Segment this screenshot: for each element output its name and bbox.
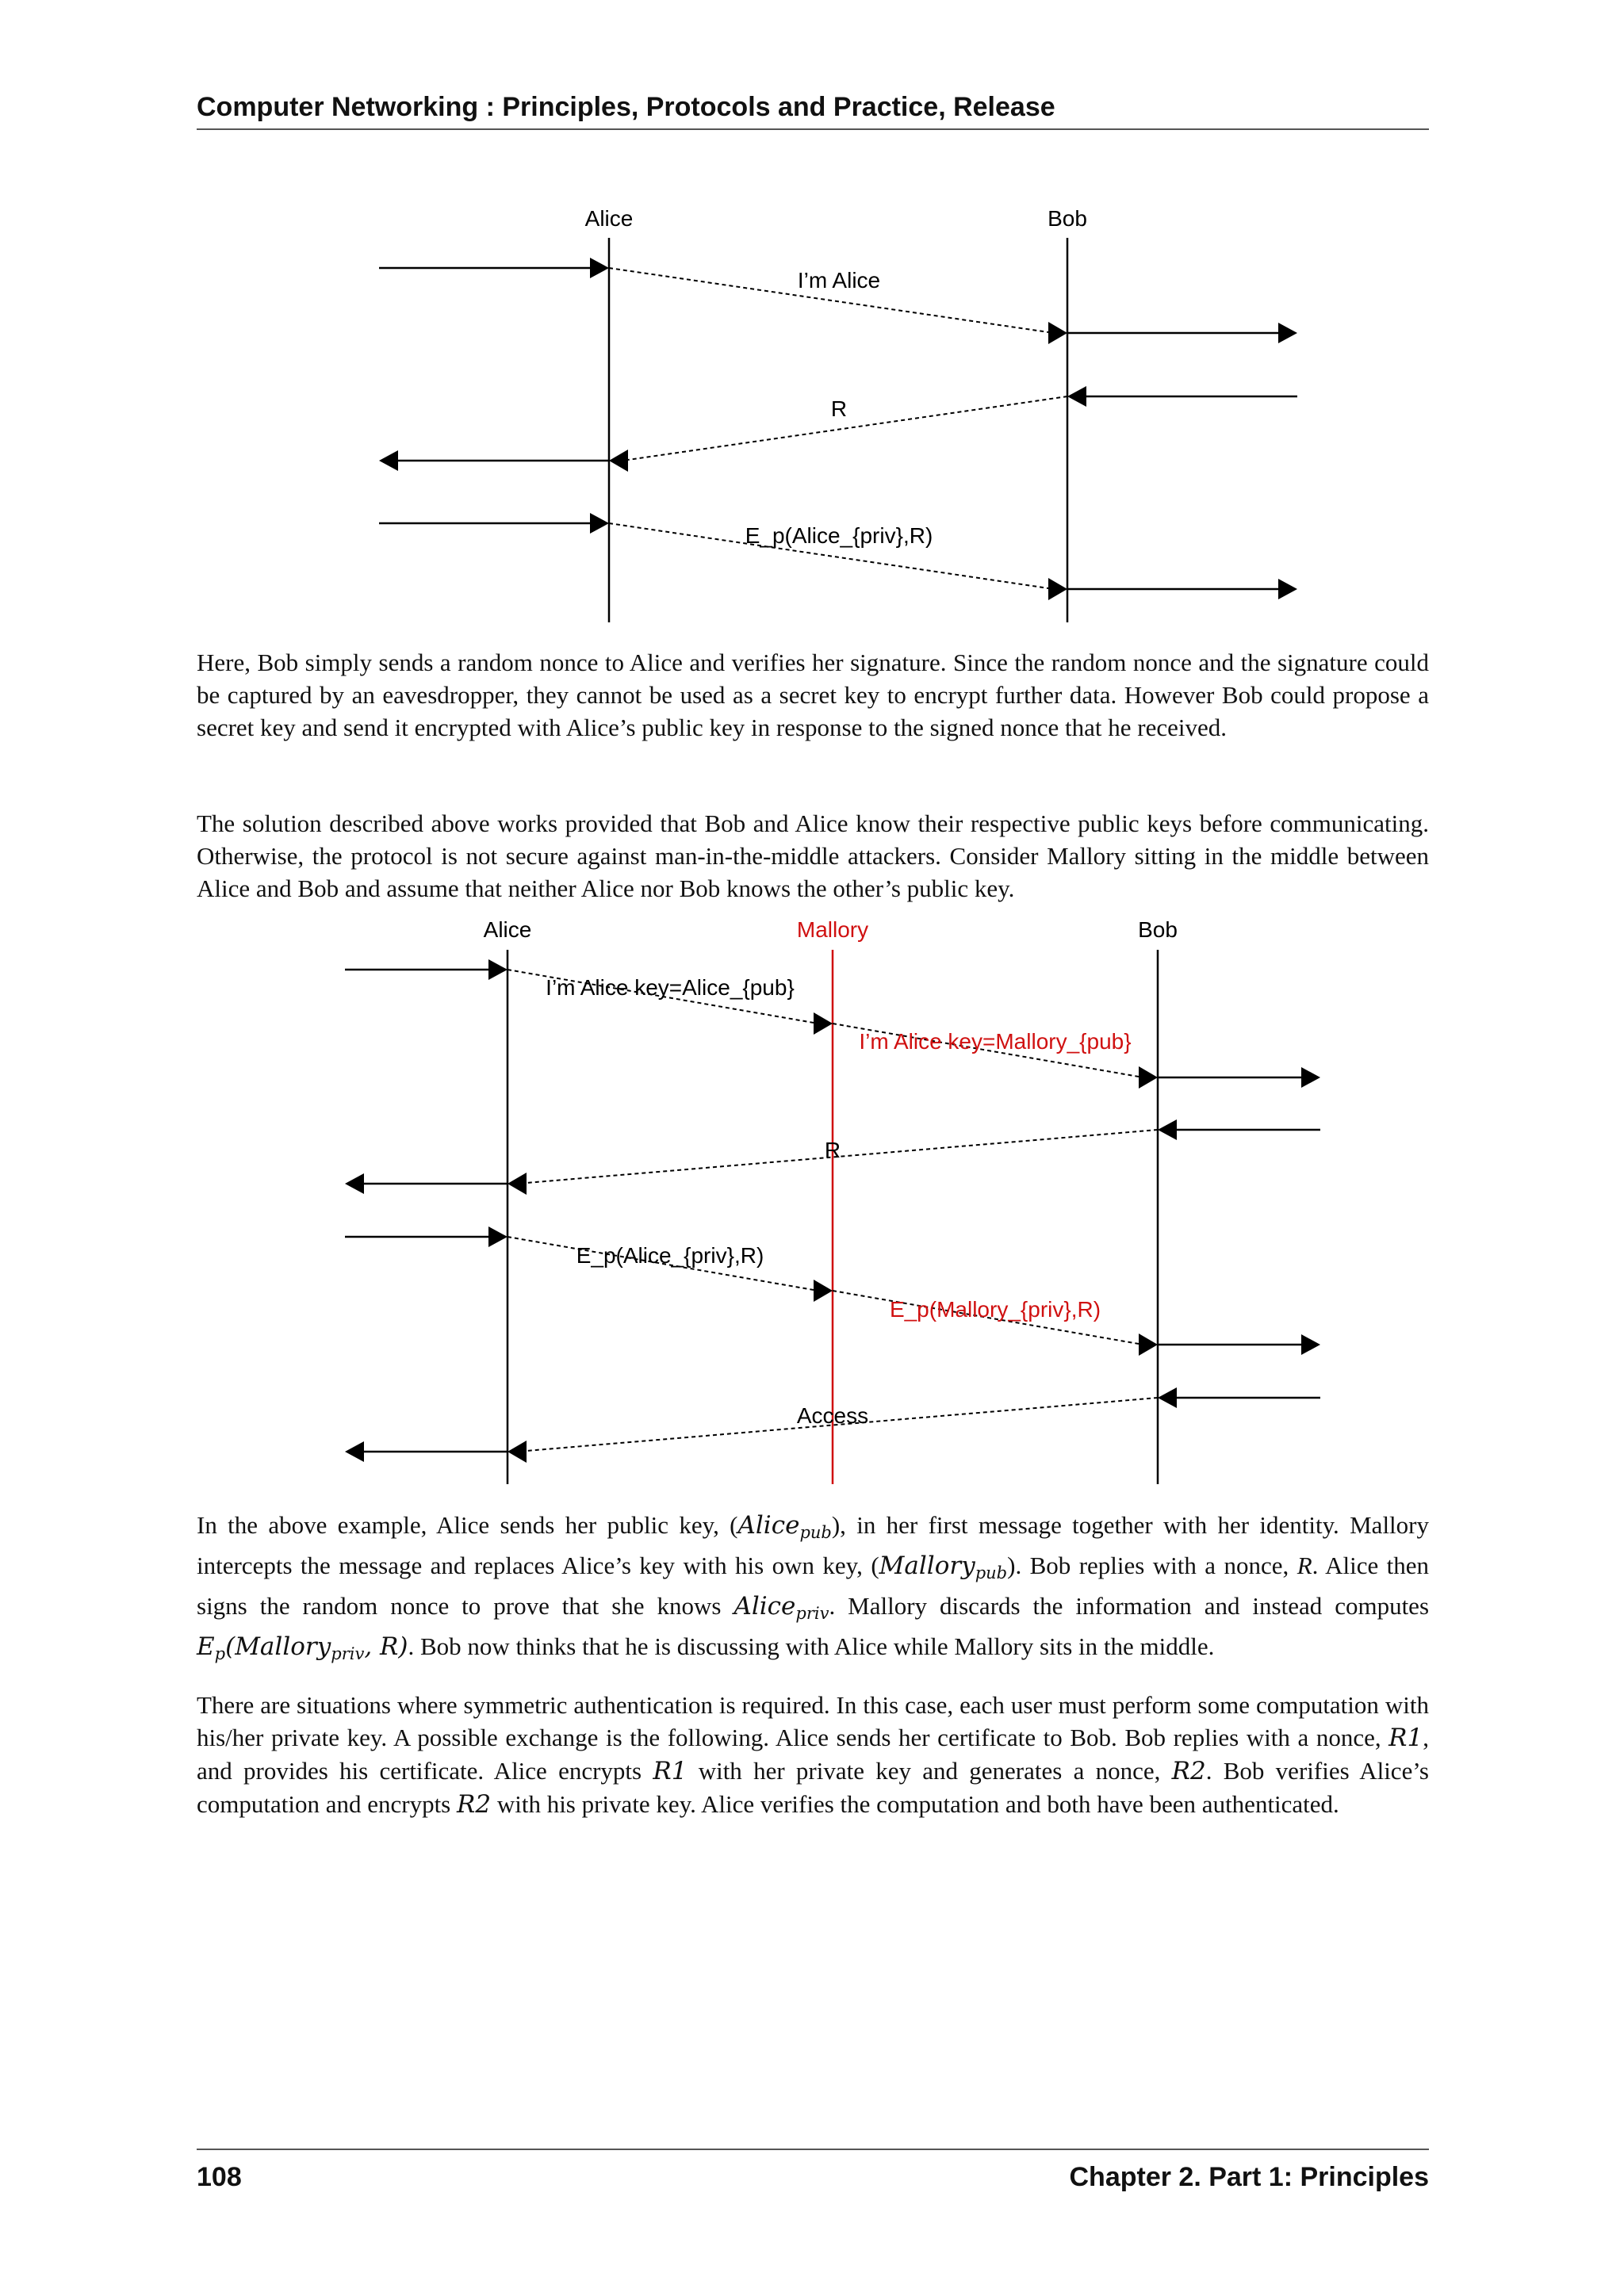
sequence-diagram-mitm xyxy=(0,904,1624,1490)
paragraph-mitm-intro: The solution described above works provided that Bob and Alice know their respective public keys before communicating. Otherwise, the protocol is not secure against man-in-the-middle attackers. Consider Mallory sitting in the middle between Alice and Bob and assume that neither Alice nor Bob knows the other’s public key. xyxy=(197,809,1429,902)
chapter-title: Chapter 2. Part 1: Principles xyxy=(1069,2162,1429,2192)
actor-bob-label: Bob xyxy=(1138,917,1178,942)
sequence-diagram-alice-bob xyxy=(0,0,1624,634)
page-number: 108 xyxy=(197,2162,242,2192)
message-r-label: R xyxy=(824,1138,841,1162)
message-ep-mallory-label: E_p(Mallory_{priv},R) xyxy=(889,1297,1101,1322)
message-access-label: Access xyxy=(796,1403,869,1428)
message-r-label: R xyxy=(830,396,848,421)
message-r xyxy=(527,1130,1158,1183)
actor-bob-label: Bob xyxy=(1048,206,1087,231)
running-footer xyxy=(197,2149,1429,2195)
paragraph-mitm-explanation: In the above example, Alice sends her public key, (Alice$_{pub}$), in her first message together with her identity. Mallory intercepts the message and replaces Alice’s key with his own key, (Mallory$_{pub}$). Bob replies with a nonce, R. Alice then signs the random nonce to prove that she knows Alice$_{priv}$. Mallory discards the information and instead computes $E_p(Mallory_{priv}$, R). Bob now thinks that he is discussing with Alice while Mallory sits in the middle. xyxy=(197,1511,1430,1663)
message-alice-key-label: I’m Alice key=Alice_{pub} xyxy=(546,975,795,1000)
paragraph-nonce-signature: Here, Bob simply sends a random nonce to Alice and verifies her signature. Since the random nonce and the signature could be captured by an eavesdropper, they cannot be used as a secret key to encrypt further data. However Bob could propose a secret key and send it encrypted with Alice’s public key in response to the signed nonce that he received. xyxy=(197,649,1429,741)
message-r xyxy=(628,396,1067,460)
message-im-alice-label: I’m Alice xyxy=(797,268,881,293)
running-header: Computer Networking : Principles, Protocols and Practice, Release xyxy=(197,89,1429,130)
message-ep-alice-label: E_p(Alice_{priv},R) xyxy=(745,523,933,548)
actor-alice-label: Alice xyxy=(584,206,634,231)
message-ep-alice-label: E_p(Alice_{priv},R) xyxy=(576,1243,764,1268)
actor-alice-label: Alice xyxy=(483,917,532,942)
paragraph-symmetric-auth: There are situations where symmetric authentication is required. In this case, each user must perform some computation with his/her private key. A possible exchange is the following. Alice sends her certificate to Bob. Bob replies with a nonce, R1, and provides his certificate. Alice encrypts R1 with her private key and generates a nonce, R2. Bob verifies Alice’s computation and encrypts R2 with his private key. Alice verifies the computation and both have been authenticated. xyxy=(197,1691,1429,1819)
message-mallory-key-label: I’m Alice key=Mallory_{pub} xyxy=(859,1029,1132,1054)
actor-mallory-label: Mallory xyxy=(796,917,869,942)
